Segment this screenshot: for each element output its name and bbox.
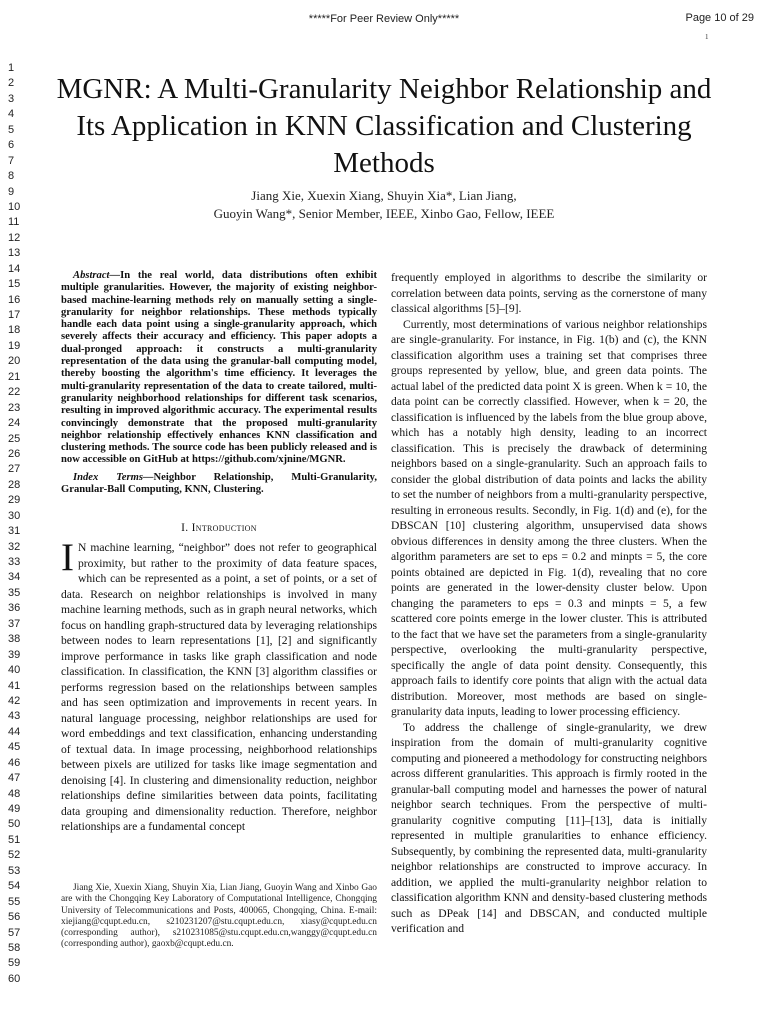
author-footnote: Jiang Xie, Xuexin Xiang, Shuyin Xia, Lian Jiang, Guoyin Wang and Xinbo Gao are with the Chongqing Key Laboratory of Computational Intelligence, Chongqing University of Telecommunications and Posts, 400065, Chongqing, China. E-mail: xiejiang@cqupt.edu.cn, s210231207@stu.cqupt.edu.cn, xiasy@cqupt.edu.cn (corresponding author), s210231085@stu.cqupt.edu.cn,wanggy@cqupt.edu.cn (corresponding author), gaoxb@cqupt.edu.cn.	[61, 883, 377, 950]
line-number: 40	[8, 664, 21, 677]
line-number: 38	[8, 633, 21, 646]
left-column	[61, 270, 377, 835]
line-number: 45	[8, 741, 21, 754]
abstract-text: In the real world, data distributions often exhibit multiple granularities. However, the majority of existing neighbor-based machine-learning methods rely on manually setting a single-granularity for neighbor relationships. These methods typically handle each data point using a single-granularity approach, which severely affects their accuracy and efficiency. This paper adopts a dual-pronged approach: it constructs a multi-granularity representation of the data using the granular-ball computing model, thereby boosting the algorithm's time efficiency. It leverages the multi-granularity representation of the data to create tailored, multi-granularity neighborhood relationships for different task scenarios, resulting in improved algorithmic accuracy. The experimental results convincingly demonstrate that the proposed multi-granularity neighbor relationship effectively enhances KNN classification and clustering methods. The source code has been publicly released and is now accessible on GitHub at https://github.com/xjnine/MGNR.	[61, 270, 377, 466]
line-number: 49	[8, 803, 21, 815]
right-paragraph-1: frequently employed in algorithms to describe the similarity or correlation between data points, serving as the cornerstone of many classical algorithms [5]–[9].	[391, 271, 707, 315]
authors-line-2: Guoyin Wang*, Senior Member, IEEE, Xinbo Gao, Fellow, IEEE	[213, 206, 555, 221]
line-number: 33	[8, 556, 21, 568]
line-number: 52	[8, 849, 21, 862]
line-number: 57	[8, 926, 21, 939]
line-number: 30	[8, 509, 21, 522]
line-number: 44	[8, 725, 21, 738]
line-number: 21	[8, 370, 21, 383]
line-number: 10	[8, 200, 21, 213]
index-terms-text: Neighbor Relationship, Multi-Granularity, Granular-Ball Computing, KNN, Clustering.	[61, 471, 377, 496]
line-number: 54	[8, 880, 21, 893]
line-number: 32	[8, 540, 21, 553]
peer-review-note: *****For Peer Review Only*****	[308, 13, 460, 25]
line-number: 28	[8, 478, 21, 491]
line-number: 36	[8, 602, 21, 615]
line-number: 31	[8, 525, 21, 538]
page-label: Page 10 of 29	[685, 12, 754, 24]
line-number: 14	[8, 262, 21, 275]
line-number: 22	[8, 386, 21, 399]
line-number: 17	[8, 309, 21, 321]
line-number: 53	[8, 864, 21, 877]
line-number: 47	[8, 772, 21, 785]
line-number: 12	[8, 231, 21, 244]
intro-paragraph	[61, 536, 377, 835]
line-number: 59	[8, 957, 21, 970]
line-number: 46	[8, 756, 21, 769]
index-terms-lead: Index Terms—	[73, 471, 154, 483]
line-number: 19	[8, 339, 21, 352]
paper-title: MGNR: A Multi-Granularity Neighbor Relationship and Its Application in KNN Classification and Clustering Methods	[56, 73, 712, 179]
line-number: 4	[8, 108, 15, 121]
line-number: 18	[8, 324, 21, 337]
line-number: 51	[8, 833, 21, 846]
line-number: 8	[8, 170, 15, 183]
line-number: 26	[8, 447, 21, 460]
line-number: 58	[8, 941, 21, 954]
right-paragraph-3: To address the challenge of single-granularity, we drew inspiration from the domain of multi-granularity cognitive computing and pioneered a methodology for constructing neighbors across different granularities. This approach is firmly rooted in the granular-ball computing model and harnesses the power of natural neighbor search techniques. From the perspective of multi-granularity cognitive computing [11]–[13], data is initially represented in multiple granularities to enhance efficiency. Subsequently, by combining the represented data, multi-granularity neighbor relationships are constructed to improve accuracy. In addition, we applied the multi-granularity neighbor relation to classification algorithm KNN and density-based clustering methods such as DPeak [14] and DBSCAN, and conducted multiple verification and	[391, 720, 707, 935]
line-number: 37	[8, 617, 21, 630]
index-terms	[61, 472, 377, 497]
line-number: 7	[8, 154, 15, 167]
line-number: 2	[8, 77, 15, 90]
line-number: 56	[8, 911, 21, 924]
line-number: 50	[8, 818, 21, 831]
line-number: 29	[8, 494, 21, 507]
line-number: 13	[8, 247, 21, 260]
abstract-lead: Abstract—	[73, 270, 121, 281]
line-number: 24	[8, 417, 21, 430]
drop-cap: I	[61, 536, 74, 580]
line-number: 43	[8, 710, 21, 723]
line-number: 5	[8, 123, 15, 136]
line-number: 16	[8, 293, 21, 306]
line-number: 35	[8, 586, 21, 599]
line-number: 42	[8, 694, 21, 707]
page-mark: 1	[705, 33, 709, 41]
line-number: 23	[8, 401, 21, 414]
line-number: 15	[8, 278, 21, 291]
line-number: 9	[8, 185, 15, 198]
line-number: 11	[8, 216, 20, 229]
line-number: 3	[8, 92, 15, 105]
section-heading-introduction: I. Introduction	[181, 522, 257, 535]
right-paragraph-2: Currently, most determinations of various neighbor relationships are single-granularity. For instance, in Fig. 1(b) and (c), the KNN classification algorithm uses a training set that comprises three groups represented by yellow, blue, and green data points. The actual label of the predicted data point X is green. When k = 10, the data point can be correctly classified. However, when k = 20, the classification is influenced by the labels from the blue group above, which has a notably high density, leading to an incorrect classification. This is precisely the drawback of determining neighbors based on a single-granularity. Such an approach fails to consider the global distribution of data points and lacks the ability to set the number of neighbors from a multi-granularity perspective, resulting in erroneous results. Secondly, in Fig. 1(d) and (e), for the DBSCAN [10] clustering algorithm, unsupervised data shows obvious differences in density among the three clusters. When the algorithm parameters are set to eps = 0.2 and minpts = 5, the core points obtained are depicted in Fig. 1(d), revealing that no core points are generated in the lower-density cluster below. Upon changing the parameters to eps = 0.3 and minpts = 5, a few scattered core points emerge in the lower cluster. This is attributed to the fact that we have set the parameters from a single-granularity perspective, overlooking the multi-granularity perspective, specifically the angle of data point density. Consequently, this approach fails to identify core points that align with the actual data distribution. Moreover, most methods are based on single-granularity data inputs, leading to lower processing efficiency.	[391, 317, 707, 718]
line-number: 41	[8, 679, 21, 692]
line-number: 39	[8, 648, 21, 661]
line-number: 27	[8, 463, 21, 476]
intro-paragraph-text: N machine learning, “neighbor” does not refer to geographical proximity, but rather to the proximity of data feature spaces, which can be represented as a point, a set of points, or a set of data. Research on neighbor relationships is involved in many machine learning methods, such as in graph neural networks, which focus on handling graph-structured data by leveraging relationships between nodes to learn representations [1], [2] and significantly improve performance in tasks like graph classification and node classification. In classification, the KNN [3] algorithm classifies or performs regression based on the relationships between samples and has seen optimization and improvements in recent years. In natural language processing, neighbor relationships are used for word embeddings and text classification, enhancing understanding of textual data. In image processing, neighborhood relationships between pixels are utilized for tasks like image segmentation and denoising [4]. In clustering and dimensionality reduction, neighbor relationships define similarities between data points, facilitating data grouping and dimensionality reduction. Therefore, neighbor relationships are a fundamental concept	[61, 541, 377, 834]
line-number: 60	[8, 972, 21, 985]
line-number: 1	[8, 62, 15, 74]
line-number: 48	[8, 787, 21, 800]
line-number: 20	[8, 355, 21, 368]
authors	[110, 187, 658, 223]
line-numbers	[8, 61, 30, 987]
right-column	[391, 270, 707, 937]
authors-line-1: Jiang Xie, Xuexin Xiang, Shuyin Xia*, Lian Jiang,	[251, 188, 517, 203]
abstract	[61, 270, 377, 467]
line-number: 25	[8, 432, 21, 445]
line-number: 6	[8, 139, 15, 152]
line-number: 55	[8, 895, 21, 908]
line-number: 34	[8, 571, 21, 584]
